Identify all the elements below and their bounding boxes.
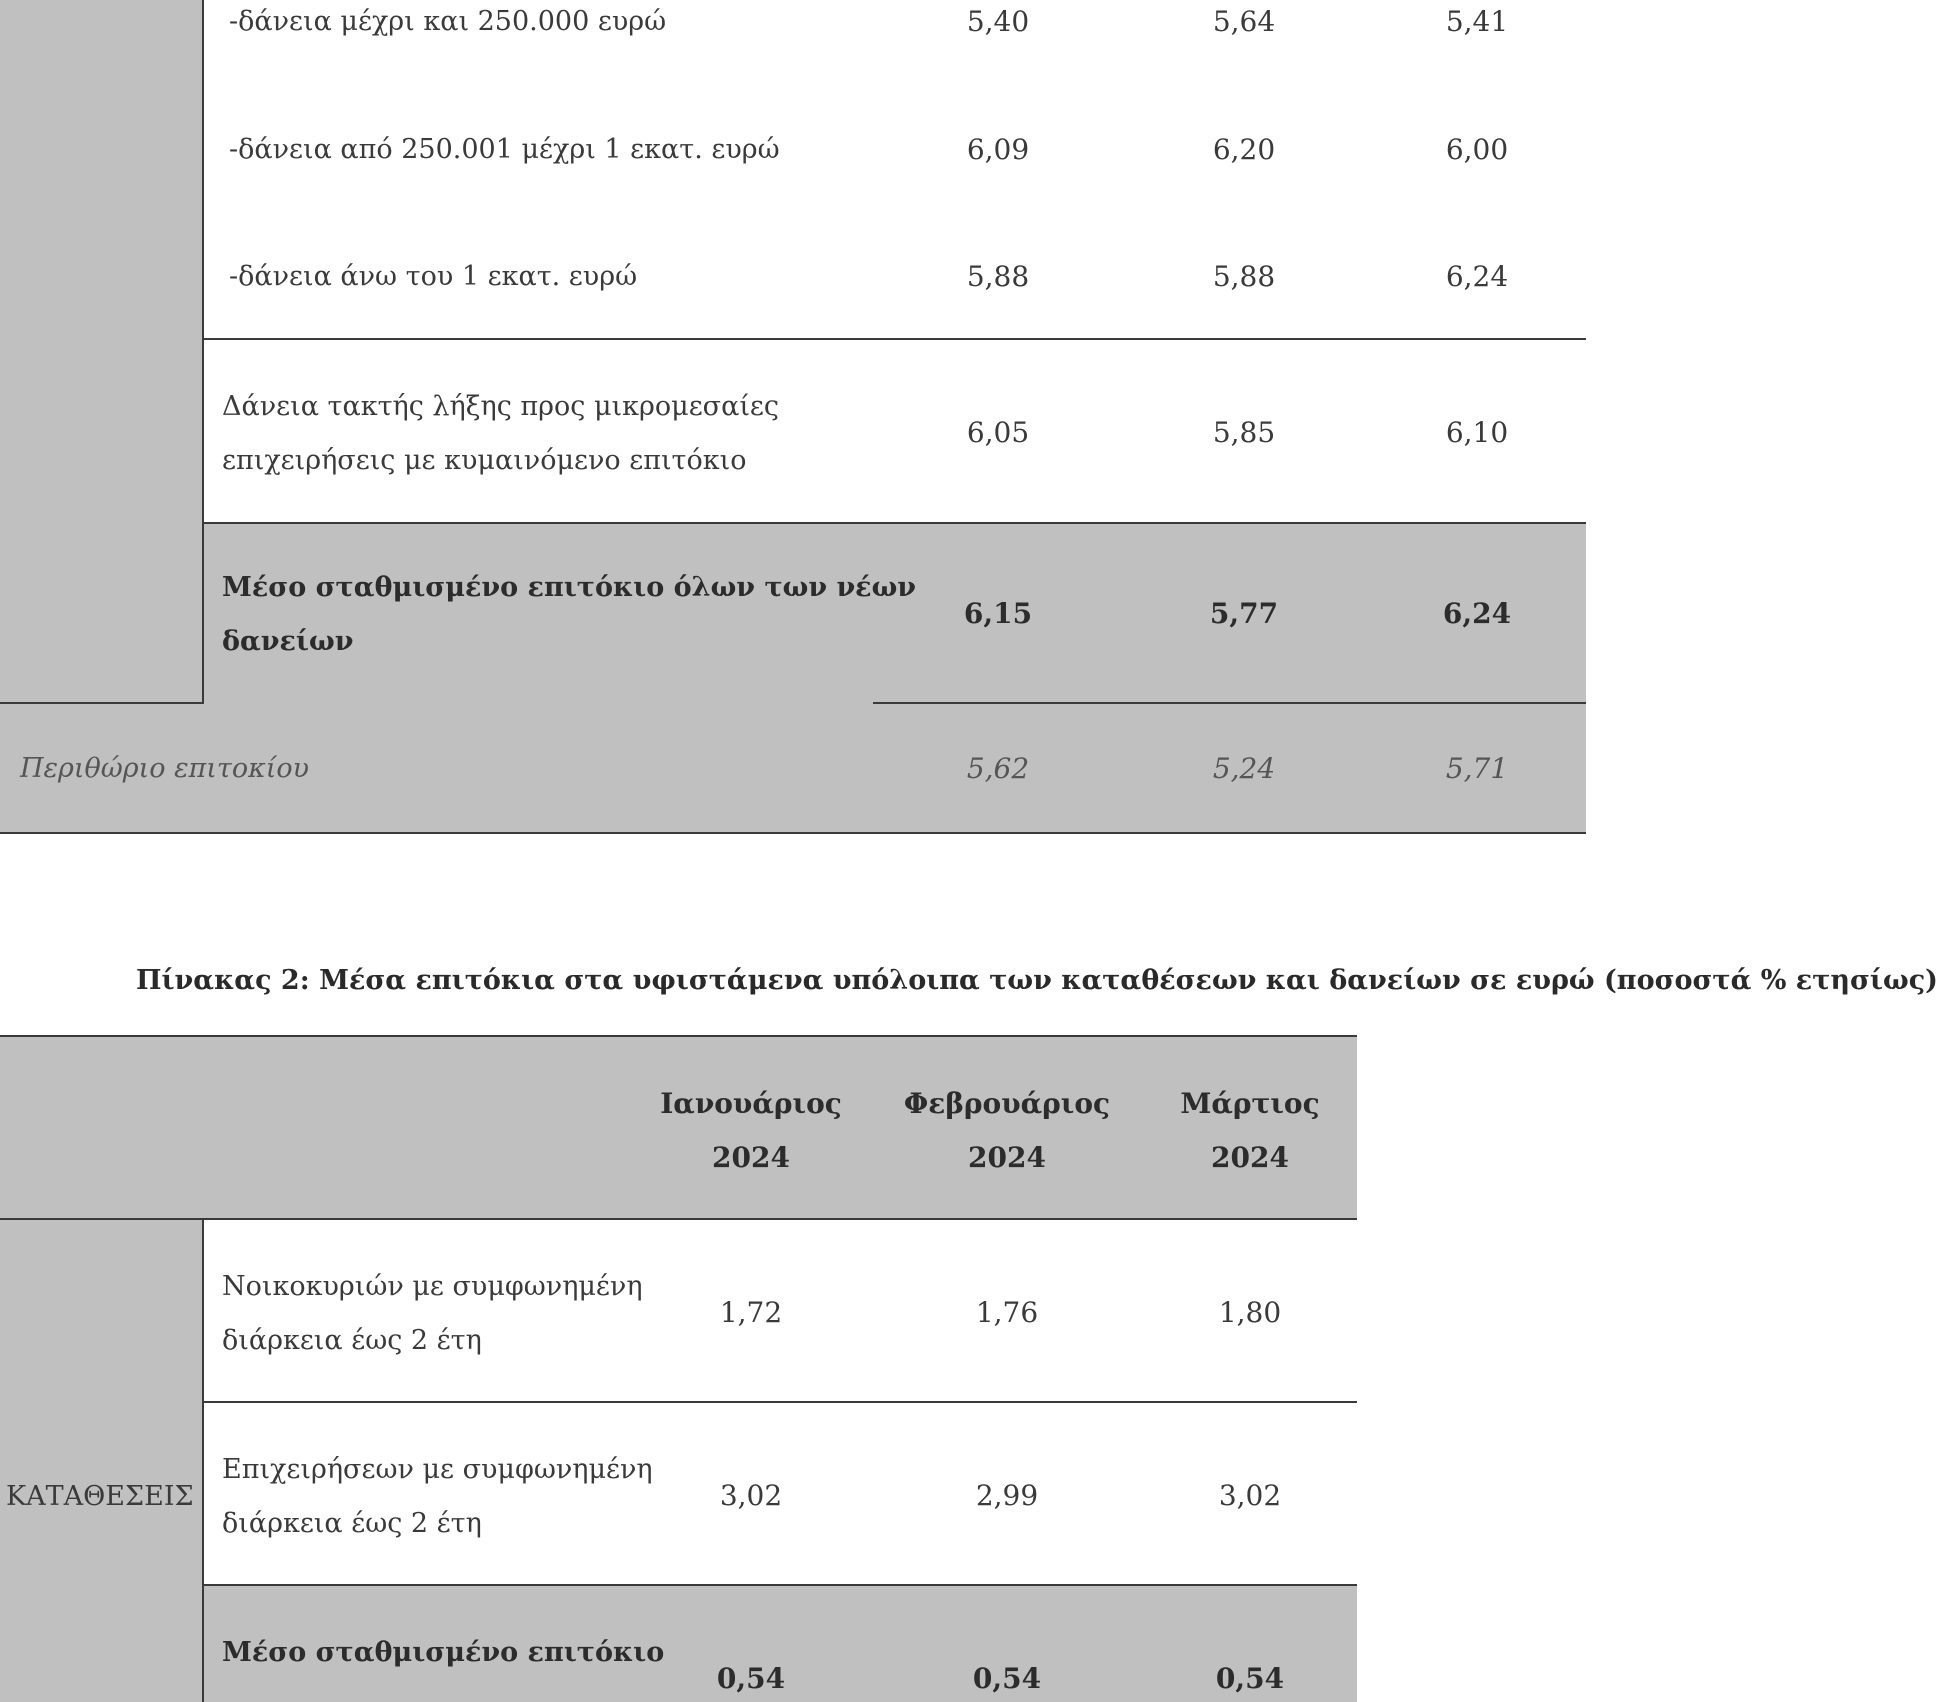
row-label-line: Δάνεια τακτής λήξης προς μικρομεσαίες [222,391,780,422]
value-cell: 5,71 [1445,752,1509,785]
value-cell: 5,40 [966,5,1030,38]
row-label-line: Μέσο σταθμισμένο επιτόκιο όλων των νέων [222,572,917,603]
value-cell: 5,85 [1212,416,1276,449]
row-label-line: Μέσο σταθμισμένο επιτόκιο [222,1637,665,1668]
value-cell: 2,99 [975,1479,1039,1512]
table1-bottom-border [0,832,1586,834]
value-cell: 1,72 [719,1296,783,1329]
row-label-line: δανείων [222,626,354,657]
table2-group-border [202,1218,204,1702]
value-cell: 6,09 [966,133,1030,166]
table2-title: Πίνακας 2: Μέσα επιτόκια στα υφιστάμενα υπόλοιπα των καταθέσεων και δανείων σε ευρώ (ποσοστά % ετησίως) [136,965,1938,996]
row-label-line: Νοικοκυριών με συμφωνημένη [222,1271,643,1302]
value-cell: 6,10 [1445,416,1509,449]
value-cell: 5,41 [1445,5,1509,38]
table1-row-divider [202,522,1586,524]
value-cell: 0,54 [972,1662,1042,1695]
table2-group-cell [0,1219,203,1702]
table2-top-border [0,1035,1357,1037]
table1-row-divider [0,702,204,704]
table1-row-divider [873,702,1586,704]
value-cell: 5,24 [1212,752,1276,785]
row-label: Περιθώριο επιτοκίου [20,753,310,784]
row-label: -δάνεια άνω του 1 εκατ. ευρώ [229,261,638,292]
value-cell: 1,76 [975,1296,1039,1329]
table1-group-cell [0,0,203,702]
value-cell: 1,80 [1218,1296,1282,1329]
header-month: Ιανουάριος [660,1087,842,1120]
row-label-line: Επιχειρήσεων με συμφωνημένη [222,1454,653,1485]
row-label-line: διάρκεια έως 2 έτη [222,1325,482,1356]
value-cell: 6,15 [963,597,1033,630]
row-label-line: επιχειρήσεις με κυμαινόμενο επιτόκιο [222,445,747,476]
header-month: Φεβρουάριος [903,1087,1111,1120]
value-cell: 5,88 [966,260,1030,293]
table2-row-divider [202,1401,1357,1403]
value-cell: 0,54 [1215,1662,1285,1695]
value-cell: 5,62 [966,752,1030,785]
value-cell: 5,64 [1212,5,1276,38]
value-cell: 6,05 [966,416,1030,449]
row-label: -δάνεια από 250.001 μέχρι 1 εκατ. ευρώ [229,134,780,165]
value-cell: 6,24 [1445,260,1509,293]
value-cell: 5,77 [1209,597,1279,630]
table1-row-divider [202,338,1586,340]
table2-row-divider [202,1584,1357,1586]
header-year: 2024 [712,1141,790,1174]
value-cell: 3,02 [719,1479,783,1512]
row-label-line: διάρκεια έως 2 έτη [222,1508,482,1539]
value-cell: 0,54 [716,1662,786,1695]
header-year: 2024 [968,1141,1046,1174]
table1-group-border [202,0,204,704]
row-label: -δάνεια μέχρι και 250.000 ευρώ [229,6,667,37]
value-cell: 5,88 [1212,260,1276,293]
value-cell: 3,02 [1218,1479,1282,1512]
group-label: ΚΑΤΑΘΕΣΕΙΣ [6,1481,194,1512]
value-cell: 6,00 [1445,133,1509,166]
header-month: Μάρτιος [1180,1087,1320,1120]
value-cell: 6,20 [1212,133,1276,166]
header-year: 2024 [1211,1141,1289,1174]
value-cell: 6,24 [1442,597,1512,630]
